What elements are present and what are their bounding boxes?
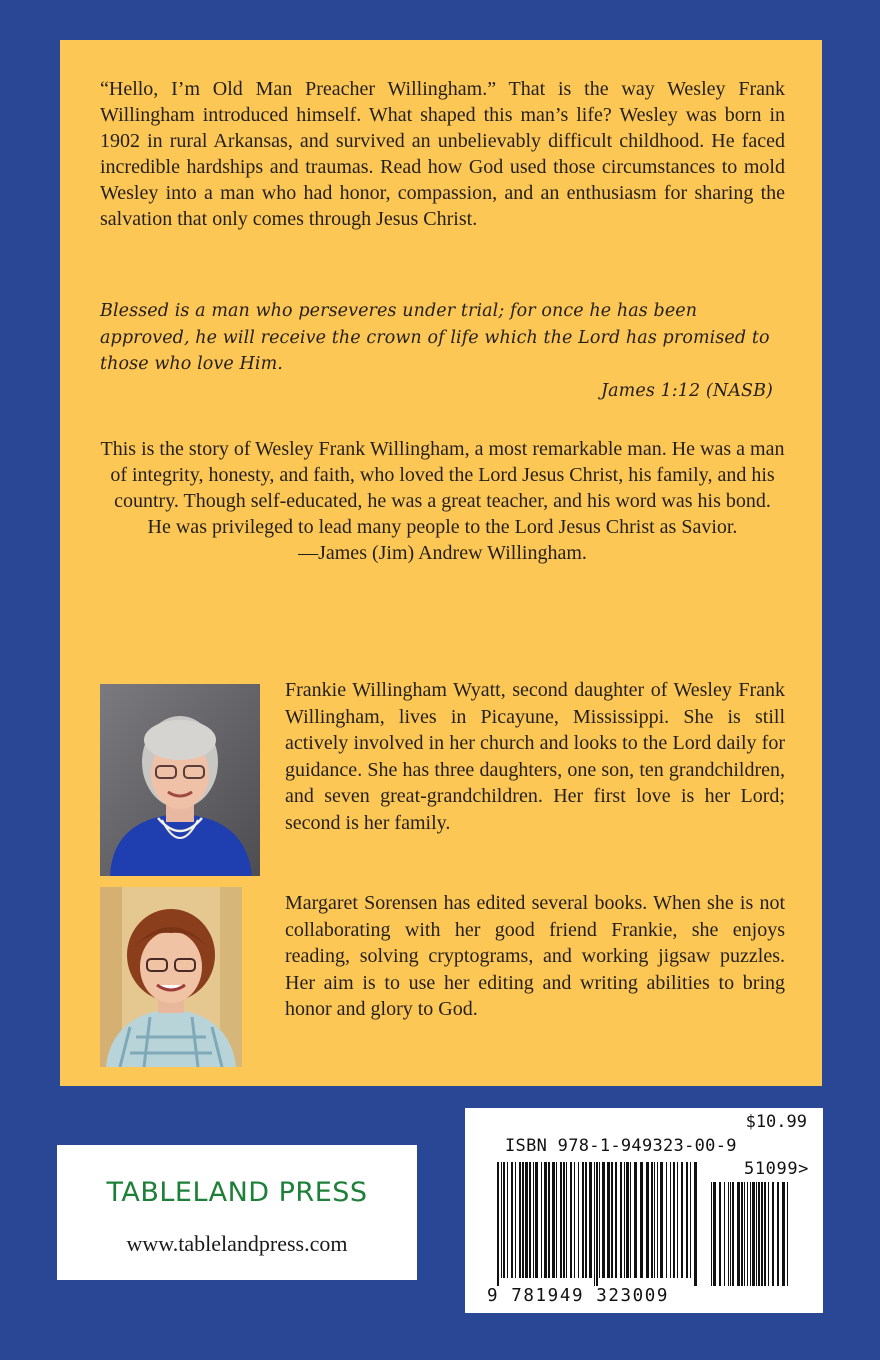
barcode-bar [711,1182,712,1286]
publisher-name: TABLELAND PRESS [106,1177,368,1208]
barcode-bar [772,1182,774,1286]
barcode-bar [522,1162,524,1278]
publisher-url[interactable]: www.tablelandpress.com [126,1231,348,1256]
intro-paragraph: “Hello, I’m Old Man Preacher Willingham.” That is the way Wesley Frank Willingham introduced himself. What shaped this man’s life? Wesley was born in 1902 in rural Arkansas, and survived an unbelievably difficult childhood. He faced incredible hardships and traumas. Read how God used those circumstances to mold Wesley into a man who had honor, compassion, and an enthusiasm for sharing the salvation that only comes through Jesus Christ. [100,78,785,230]
barcode-bar [560,1162,562,1278]
barcode-bar [507,1162,508,1278]
barcode-bar [690,1162,691,1278]
barcode-bar [677,1162,678,1278]
price-addon-code: 51099> [743,1159,809,1179]
barcode-bar [777,1182,779,1286]
barcode-bar [651,1162,653,1278]
barcode-bar [497,1162,499,1286]
barcode-bar [670,1162,671,1278]
barcode-bar [582,1162,584,1278]
barcode-bar [719,1182,721,1286]
barcode-bar [626,1162,629,1278]
author-photo-frankie [100,684,260,876]
barcode-bar [501,1162,502,1278]
barcode-bar [728,1182,729,1286]
barcode-bar [732,1182,734,1286]
story-attribution: —James (Jim) Andrew Willingham. [298,542,587,564]
barcode-bar [529,1162,531,1278]
scripture-text: Blessed is a man who perseveres under trial; for once he has been approved, he will receive the crown of life which the Lord has promised to those who love Him. [100,301,770,374]
barcode-bar [713,1182,716,1286]
barcode-bar [594,1162,595,1286]
scripture-reference: James 1:12 (NASB) [601,380,773,401]
barcode-bar [646,1162,649,1278]
barcode-bar [519,1162,521,1278]
barcode-bar [556,1162,557,1278]
barcode-bar [673,1162,675,1278]
barcode-bar [787,1182,788,1286]
barcode-bar [589,1162,592,1278]
barcode-bar [634,1162,637,1278]
barcode-bar [630,1162,631,1278]
barcode-bar [620,1162,622,1278]
barcode-bar [566,1162,567,1278]
barcode-bar [578,1162,579,1278]
barcode-bar [654,1162,655,1278]
barcode-bar [607,1162,610,1278]
publisher-box [57,1145,417,1280]
barcode-bar [585,1162,587,1278]
barcode-bar [657,1162,658,1278]
isbn-label: ISBN 978-1-949323-00-9 [505,1136,737,1156]
barcode-bar [730,1182,731,1286]
barcode-bar [681,1162,683,1278]
barcode-bar [686,1162,688,1278]
barcode-bar [602,1162,605,1278]
barcode-bar [599,1162,600,1278]
author-bio-margaret: Margaret Sorensen has edited several books. When she is not collaborating with her good friend Frankie, she enjoys reading, solving cryptograms, and working jigsaw puzzles. Her aim is to use her editing and writing abilities to bring honor and glory to God. [285,892,785,1020]
barcode-bar [525,1162,528,1278]
barcode-bar [761,1182,763,1286]
barcode-bar [511,1162,513,1278]
barcode-bar [535,1162,538,1278]
barcode-bar [756,1182,757,1286]
barcode-bar [741,1182,743,1286]
barcode-bar [782,1182,785,1286]
isbn-barcode-digits: 9 781949 323009 [487,1286,670,1306]
barcode-bar [552,1162,555,1278]
barcode-bar [747,1182,748,1286]
barcode-bar [737,1182,740,1286]
barcode-bar [563,1162,565,1278]
barcode-bar [503,1162,505,1278]
barcode-bar [752,1182,755,1286]
barcode-bar [666,1162,667,1278]
barcode-bar [744,1182,745,1286]
barcode-bar [515,1162,516,1278]
barcode-bar [533,1162,534,1278]
barcode-bar [541,1162,542,1278]
barcode-bar [615,1162,617,1278]
barcode-bar [544,1162,547,1278]
barcode-bar [640,1162,643,1278]
author-bio-frankie: Frankie Willingham Wyatt, second daughter of Wesley Frank Willingham, lives in Picayune, Mississippi. She is still actively involved in her church and looks to the Lord daily for guidance. She has three daughters, one son, ten grandchildren, and seven great-grandchildren. Her first love is her Lord; second is her family. [285,679,785,834]
barcode-bar [768,1182,769,1286]
story-text: This is the story of Wesley Frank Willingham, a most remarkable man. He was a man of integrity, honesty, and faith, who loved the Lord Jesus Christ, his family, and his country. Though self-educated, he was a great teacher, and his word was his bond. He was privileged to lead many people to the Lord Jesus Christ as Savior. [100,438,785,538]
barcode-bar [570,1162,572,1278]
price-label: $10.99 [745,1112,807,1132]
author-photo-margaret [100,887,242,1067]
barcode-bar [660,1162,663,1278]
scripture-quote [100,298,785,404]
barcode-bar [724,1182,725,1286]
barcode-bar [611,1162,613,1278]
barcode-bar [596,1162,598,1286]
description-panel [60,40,822,1086]
barcode-bar [764,1182,766,1286]
barcode-bar [750,1182,751,1286]
barcode-bar [574,1162,575,1278]
barcode-bars [497,1162,797,1286]
story-paragraph [100,436,785,566]
barcode-bar [624,1162,625,1278]
barcode-bar [548,1162,550,1278]
barcode-box [465,1108,823,1313]
barcode-bar [694,1162,697,1286]
barcode-bar [758,1182,760,1286]
